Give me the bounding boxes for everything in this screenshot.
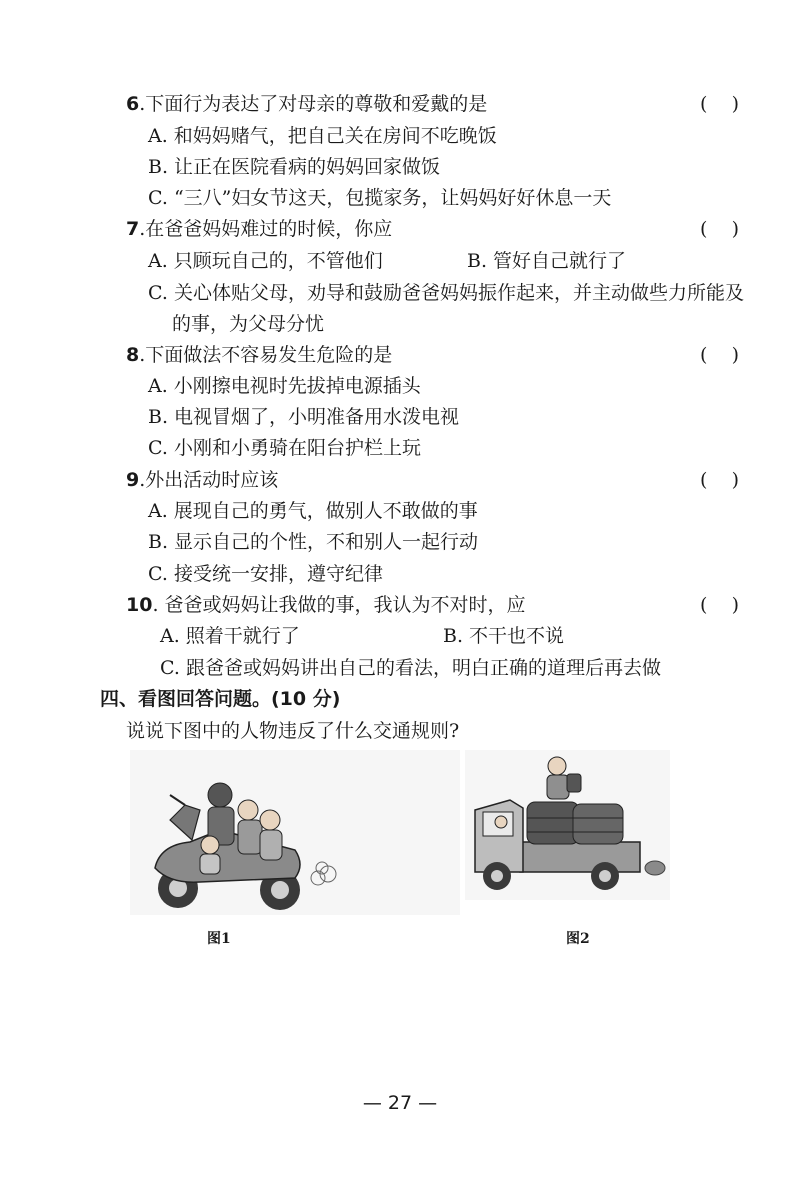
- question-7-option-b: B. 管好自己就行了: [467, 250, 627, 272]
- section-4-title: 四、看图回答问题。(10 分): [100, 688, 341, 710]
- question-9-text: .外出活动时应该: [139, 469, 279, 491]
- question-7-option-c-line1: C. 关心体贴父母，劝导和鼓励爸爸妈妈振作起来，并主动做些力所能及: [148, 282, 744, 304]
- question-9-number: 9: [126, 469, 140, 491]
- question-6-number: 6: [126, 93, 140, 115]
- section-4-prompt: 说说下图中的人物违反了什么交通规则?: [126, 720, 460, 742]
- question-10-stem: [126, 591, 526, 619]
- question-7-option-c-line2: 的事，为父母分忧: [172, 313, 325, 335]
- question-8-text: .下面做法不容易发生危险的是: [139, 344, 393, 366]
- question-9-option-a: A. 展现自己的勇气，做别人不敢做的事: [148, 500, 478, 522]
- question-6-option-c: C. “三八”妇女节这天，包揽家务，让妈妈好好休息一天: [148, 187, 612, 209]
- question-7-number: 7: [126, 218, 140, 240]
- question-6-stem: [126, 90, 487, 118]
- question-10-answer-bracket: ( ): [700, 594, 739, 616]
- question-9-option-b: B. 显示自己的个性，不和别人一起行动: [148, 531, 479, 553]
- page-number: — 27 —: [362, 1092, 438, 1114]
- question-7-text: .在爸爸妈妈难过的时候，你应: [139, 218, 393, 240]
- figure-1-motorcycle-image: [130, 750, 460, 915]
- question-6-text: .下面行为表达了对母亲的尊敬和爱戴的是: [139, 93, 488, 115]
- figure-2-truck-image: [465, 750, 670, 900]
- question-8-option-a: A. 小刚擦电视时先拔掉电源插头: [148, 375, 421, 397]
- figure-1-illustration: [130, 750, 460, 915]
- question-9-stem: [126, 466, 278, 494]
- question-10-text: . 爸爸或妈妈让我做的事，我认为不对时，应: [152, 594, 526, 616]
- figure-2-caption: 图2: [566, 931, 590, 947]
- question-7-option-a: A. 只顾玩自己的，不管他们: [148, 250, 383, 272]
- question-10-option-a: A. 照着干就行了: [160, 625, 300, 647]
- question-8-stem: [126, 341, 392, 369]
- question-6-answer-bracket: ( ): [700, 93, 739, 115]
- question-8-answer-bracket: ( ): [700, 344, 739, 366]
- question-6-option-a: A. 和妈妈赌气，把自己关在房间不吃晚饭: [148, 125, 497, 147]
- figure-2-illustration: [465, 750, 670, 900]
- question-8-option-b: B. 电视冒烟了，小明准备用水泼电视: [148, 406, 460, 428]
- question-7-answer-bracket: ( ): [700, 218, 739, 240]
- question-8-option-c: C. 小刚和小勇骑在阳台护栏上玩: [148, 437, 421, 459]
- question-10-option-c: C. 跟爸爸或妈妈讲出自己的看法，明白正确的道理后再去做: [160, 657, 661, 679]
- question-6-option-b: B. 让正在医院看病的妈妈回家做饭: [148, 156, 441, 178]
- question-8-number: 8: [126, 344, 140, 366]
- question-7-stem: [126, 215, 392, 243]
- question-9-answer-bracket: ( ): [700, 469, 739, 491]
- question-10-number: 10: [126, 594, 153, 616]
- question-9-option-c: C. 接受统一安排，遵守纪律: [148, 563, 383, 585]
- figure-1-caption: 图1: [207, 931, 231, 947]
- question-10-option-b: B. 不干也不说: [443, 625, 565, 647]
